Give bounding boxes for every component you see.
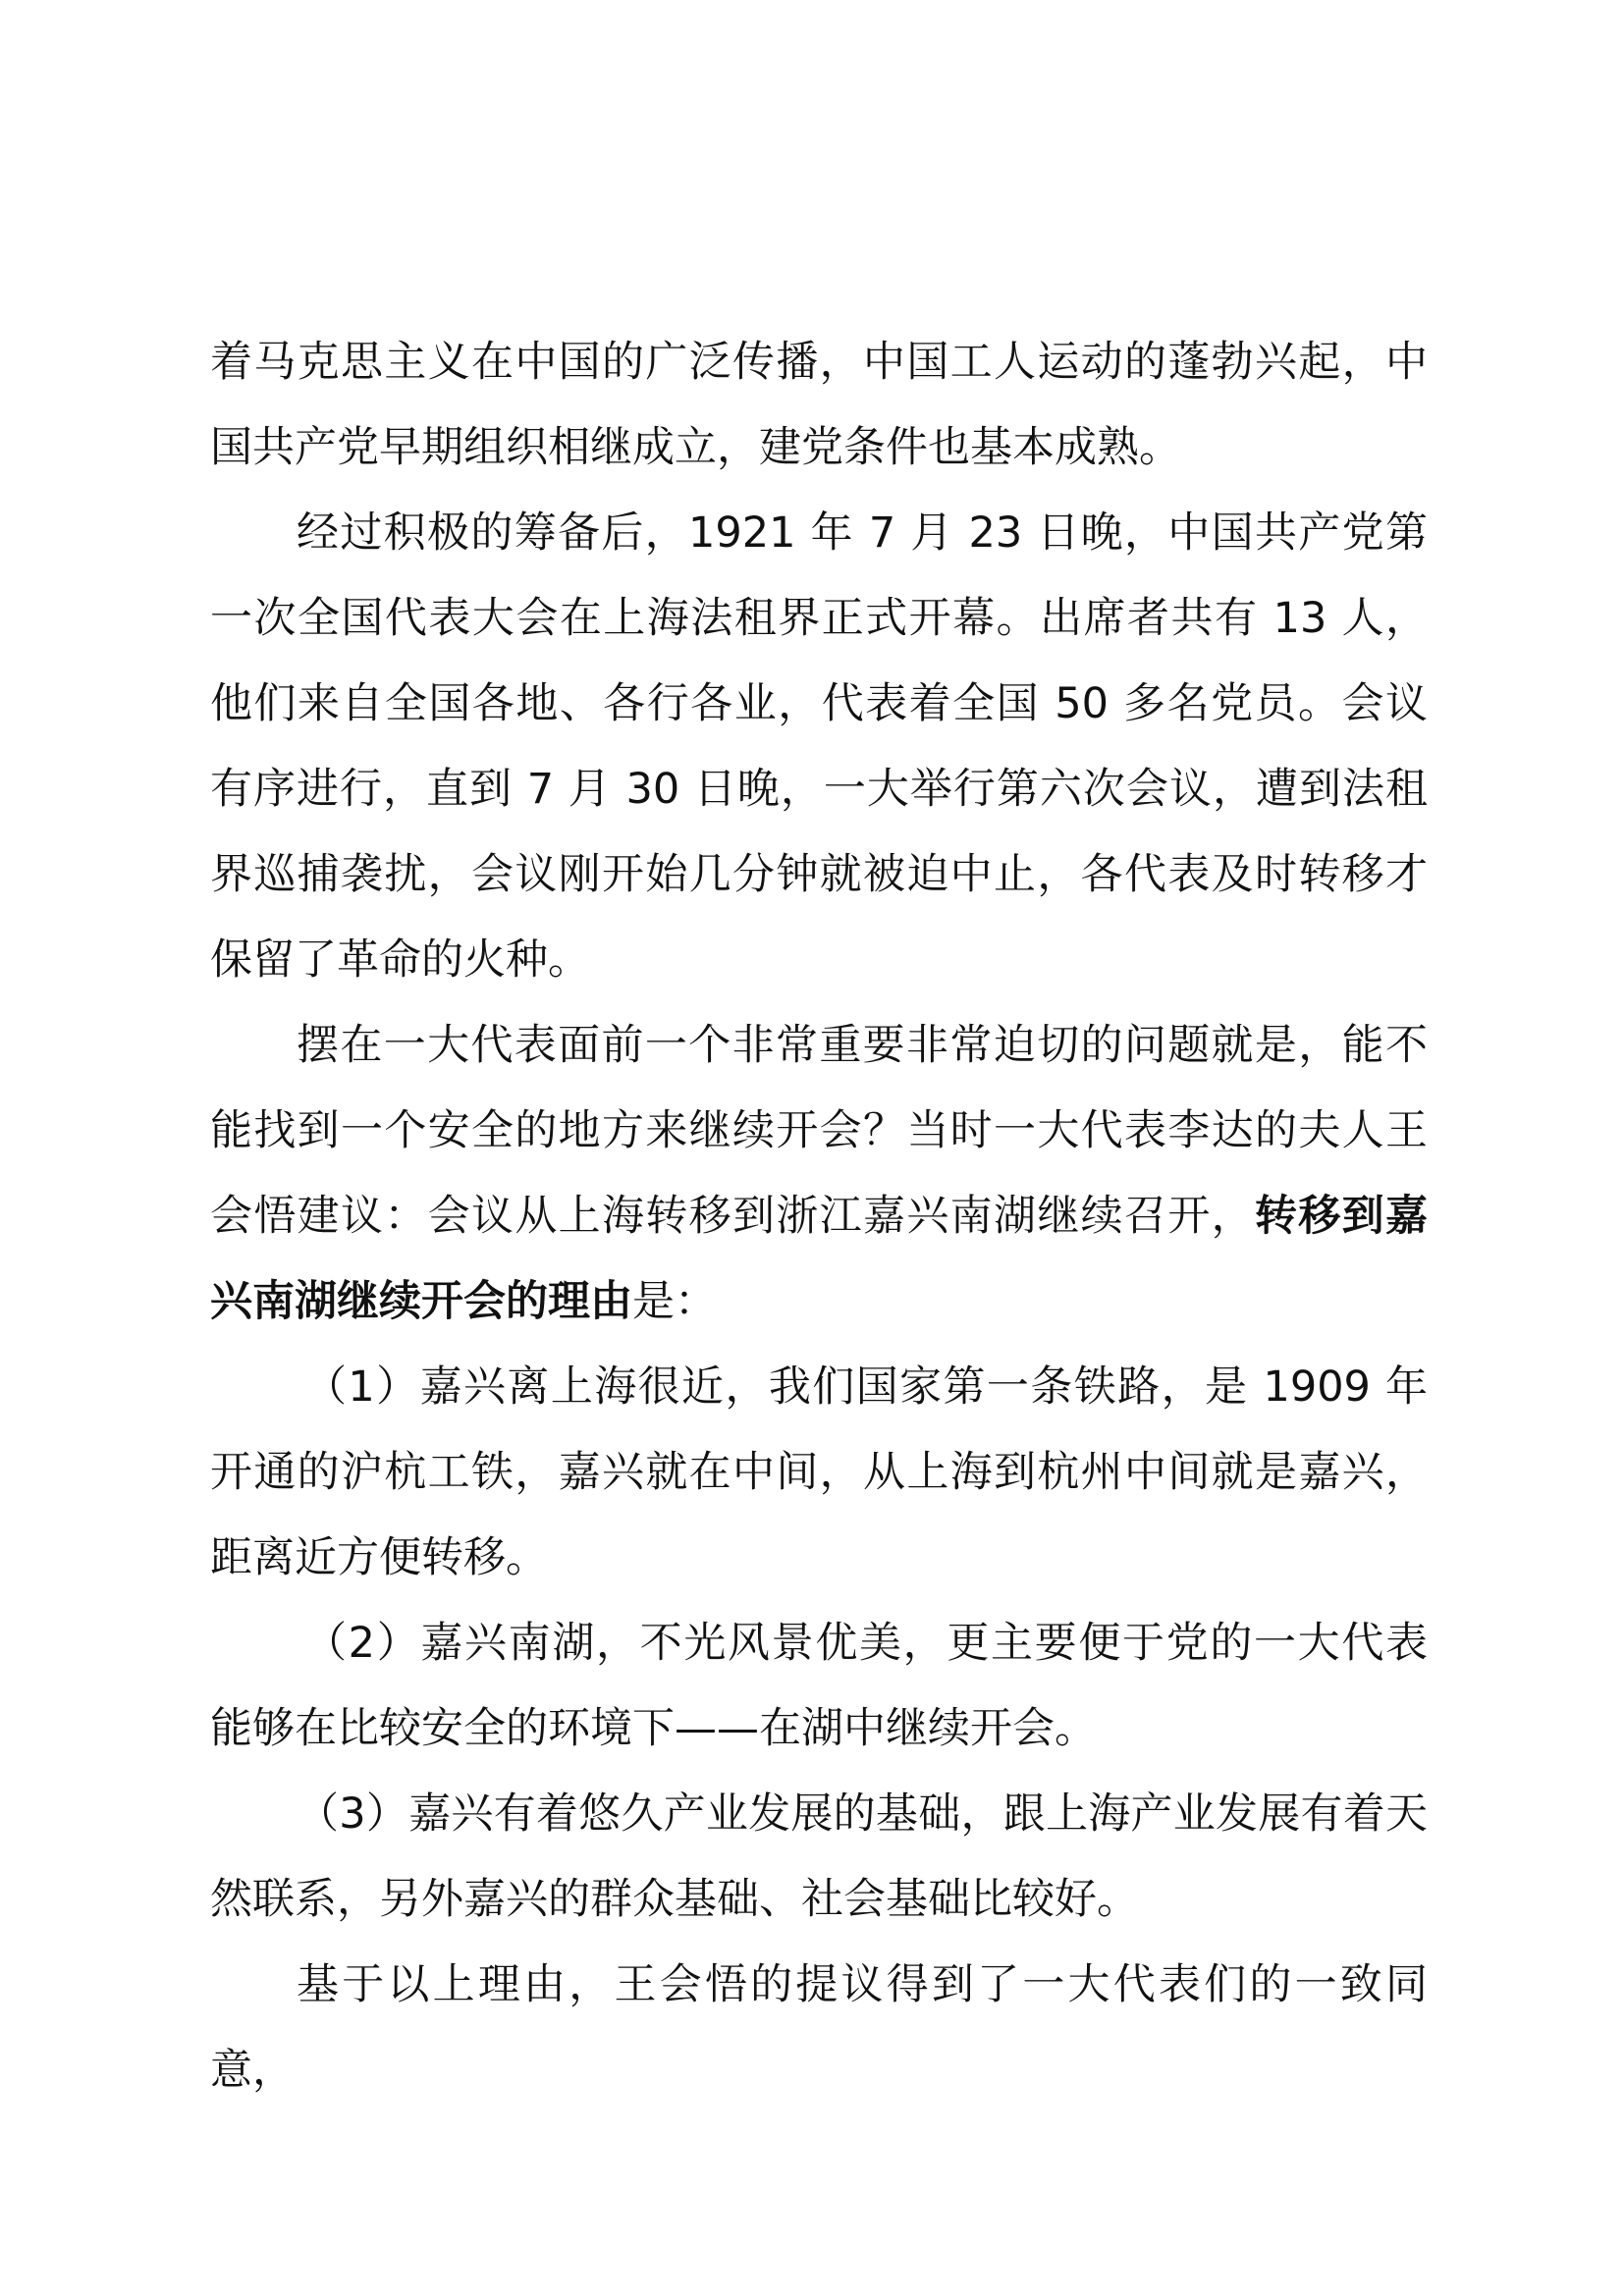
list-item-reason-3: （3）嘉兴有着悠久产业发展的基础，跟上海产业发展有着天然联系，另外嘉兴的群众基础、社会基础比较好。 bbox=[210, 1789, 1428, 1924]
bold-text-run: 转移到嘉兴南湖继续开会的理由 bbox=[210, 1192, 1429, 1326]
text-run: 摆在一大代表面前一个非常重要非常迫切的问题就是，能不能找到一个安全的地方来继续开会？当时一大代表李达的夫人王会悟建议：会议从上海转移到浙江嘉兴南湖继续召开， bbox=[210, 1021, 1428, 1241]
list-item-reason-2: （2）嘉兴南湖，不光风景优美，更主要便于党的一大代表能够在比较安全的环境下——在湖中继续开会。 bbox=[210, 1619, 1428, 1753]
paragraph-first-congress: 经过积极的筹备后，1921 年 7 月 23 日晚，中国共产党第一次全国代表大会在上海法租界正式开幕。出席者共有 13 人，他们来自全国各地、各行各业，代表着全国 50 多名党员。会议有序进行，直到 7 月 30 日晚，一大举行第六次会议，遭到法租界巡捕袭扰，会议刚开始几分钟就被迫中止，各代表及时转移才保留了革命的火种。 bbox=[210, 508, 1428, 985]
document-body bbox=[210, 320, 1428, 2113]
paragraph-relocation-question bbox=[210, 1003, 1428, 1345]
text-run: 是： bbox=[632, 1277, 717, 1326]
paragraph-continuation: 着马克思主义在中国的广泛传播，中国工人运动的蓬勃兴起，中国共产党早期组织相继成立，建党条件也基本成熟。 bbox=[210, 338, 1428, 472]
list-item-reason-1: （1）嘉兴离上海很近，我们国家第一条铁路，是 1909 年开通的沪杭工铁，嘉兴就在中间，从上海到杭州中间就是嘉兴，距离近方便转移。 bbox=[210, 1362, 1428, 1582]
paragraph-conclusion: 基于以上理由，王会悟的提议得到了一大代表们的一致同意， bbox=[210, 1960, 1428, 2095]
